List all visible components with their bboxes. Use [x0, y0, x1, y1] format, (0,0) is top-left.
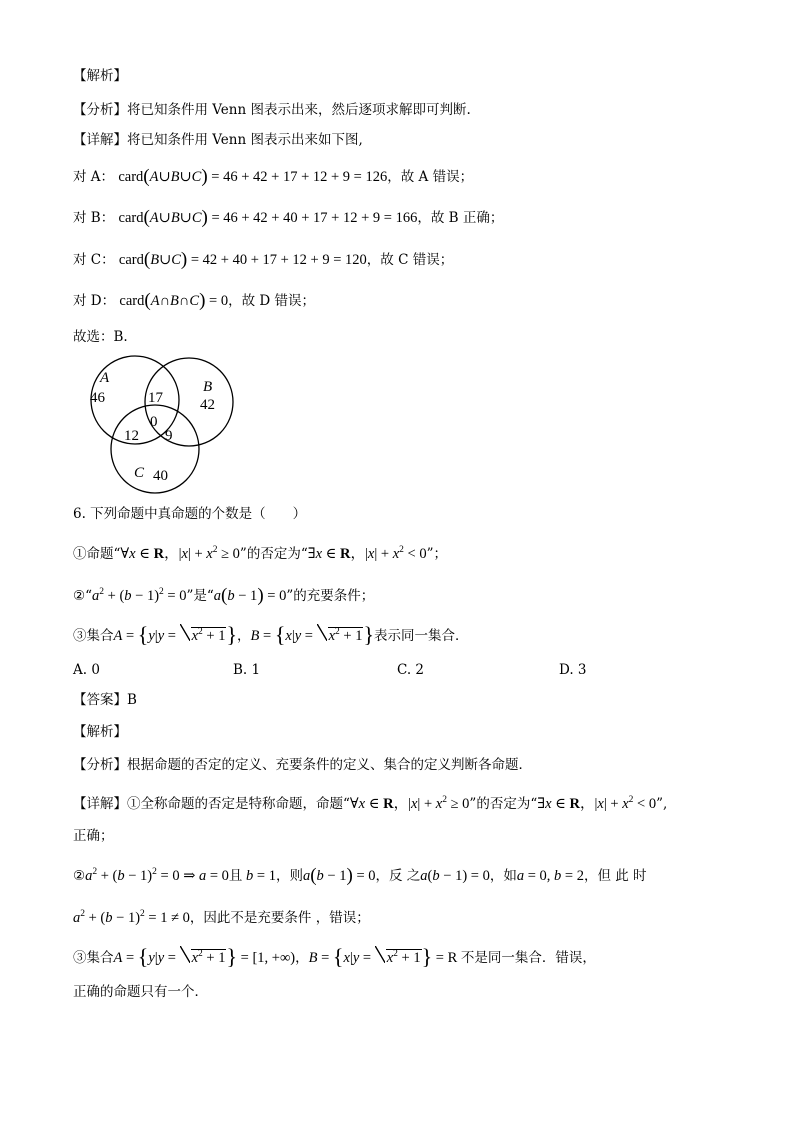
detail-line-2: $②a^2 + (b - 1)^2 = 0$ ⇒ a = 0且 b = 1，则a(b − 1) = 0，反 之a(b − 1) = 0，如a = 0, b = 2，但 此 时 [73, 864, 647, 886]
venn-label-c: C [134, 465, 145, 481]
analysis-text: 将已知条件用 Venn 图表示出来，然后逐项求解即可判断. [127, 102, 471, 118]
detail-text: 将已知条件用 Venn 图表示出来如下图, [127, 132, 363, 148]
question-6-item-3: ③集合$A = \{y|y = x^2 + 1\}$，$B = \{x|y = x^2 + 1\}$表示同一集合． [73, 621, 469, 647]
option-d-math: card(A∩B∩C) = 0 [119, 290, 229, 311]
conclusion-line: 正确的命题只有一个． [73, 984, 208, 1000]
option-c-line: 对 C： card(B∪C) = 42 + 40 + 17 + 12 + 9 = 120，故 C 错误； [73, 249, 454, 270]
option-a-line: 对 A： card(A∪B∪C) = 46 + 42 + 17 + 12 + 9 = 126，故 A 错误； [73, 166, 474, 187]
analysis-tag: 【分析】 [73, 102, 127, 118]
detail-line-1-cont: 正确； [73, 828, 114, 844]
option-b-line: 对 B： card(A∪B∪C) = 46 + 42 + 40 + 17 + 12 + 9 = 166，故 B 正确； [73, 207, 504, 228]
option-d-line: 对 D： card(A∩B∩C) = 0，故 D 错误； [73, 290, 315, 311]
question-6-item-1: ①命题“∀x ∈ R，$|x| + x^2 \ge 0$”的否定为“∃x ∈ R，$|x| + x^2 < 0$”； [73, 545, 447, 562]
option-d: D. 3 [559, 662, 587, 678]
jiexi-heading: 【解析】 [73, 68, 127, 84]
analysis-line [73, 100, 471, 120]
question-6-stem: 6. 下列命题中真命题的个数是（ ） [73, 506, 307, 522]
question-6-options [73, 660, 673, 680]
detail-line-3: ③集合$A = \{y|y = x^2 + 1\} = [1$, +∞)，$B = \{x|y = x^2 + 1\} = R$ 不是同一集合．错误， [73, 943, 596, 969]
venn-diagram [70, 352, 240, 494]
option-b: B. 1 [233, 662, 261, 678]
venn-only-a: 46 [90, 390, 105, 406]
option-b-math: card(A∪B∪C) = 46 + 42 + 40 + 17 + 12 + 9 = 166 [118, 207, 418, 228]
venn-bc: 9 [165, 428, 173, 444]
venn-only-b: 42 [200, 397, 215, 413]
jiexi-heading-2: 【解析】 [73, 724, 127, 740]
option-c: C. 2 [397, 662, 425, 678]
question-6-item-2: $②“a^2 + (b - 1)^2 = 0$”是“a(b − 1) = 0”的充要条件； [73, 584, 375, 606]
venn-label-a: A [100, 370, 110, 386]
venn-label-b: B [203, 379, 213, 395]
detail-tag: 【详解】 [73, 132, 127, 148]
detail-line [73, 130, 363, 150]
option-a-math: card(A∪B∪C) = 46 + 42 + 17 + 12 + 9 = 126 [118, 166, 388, 187]
detail-line-2-cont: $a^2 + (b - 1)^2 = 1 \ne 0$，因此不是充要条件 ，错误； [73, 909, 370, 926]
answer-line: 【答案】B [73, 692, 137, 708]
venn-only-c: 40 [153, 468, 168, 484]
venn-ab: 17 [148, 390, 163, 406]
option-a: A. 0 [73, 662, 100, 678]
venn-abc: 0 [150, 414, 158, 430]
option-c-math: card(B∪C) = 42 + 40 + 17 + 12 + 9 = 120 [118, 249, 367, 270]
choice-line: 故选：B. [73, 329, 128, 345]
detail-line-1: 【详解】①全称命题的否定是特称命题，命题“∀x ∈ R，$|x| + x^2 \ge 0$”的否定为“∃x ∈ R，$|x| + x^2 < 0$”, [73, 795, 668, 812]
venn-ac: 12 [124, 428, 139, 444]
analysis-line-2: 【分析】根据命题的否定的定义、充要条件的定义、集合的定义判断各命题． [73, 757, 532, 773]
